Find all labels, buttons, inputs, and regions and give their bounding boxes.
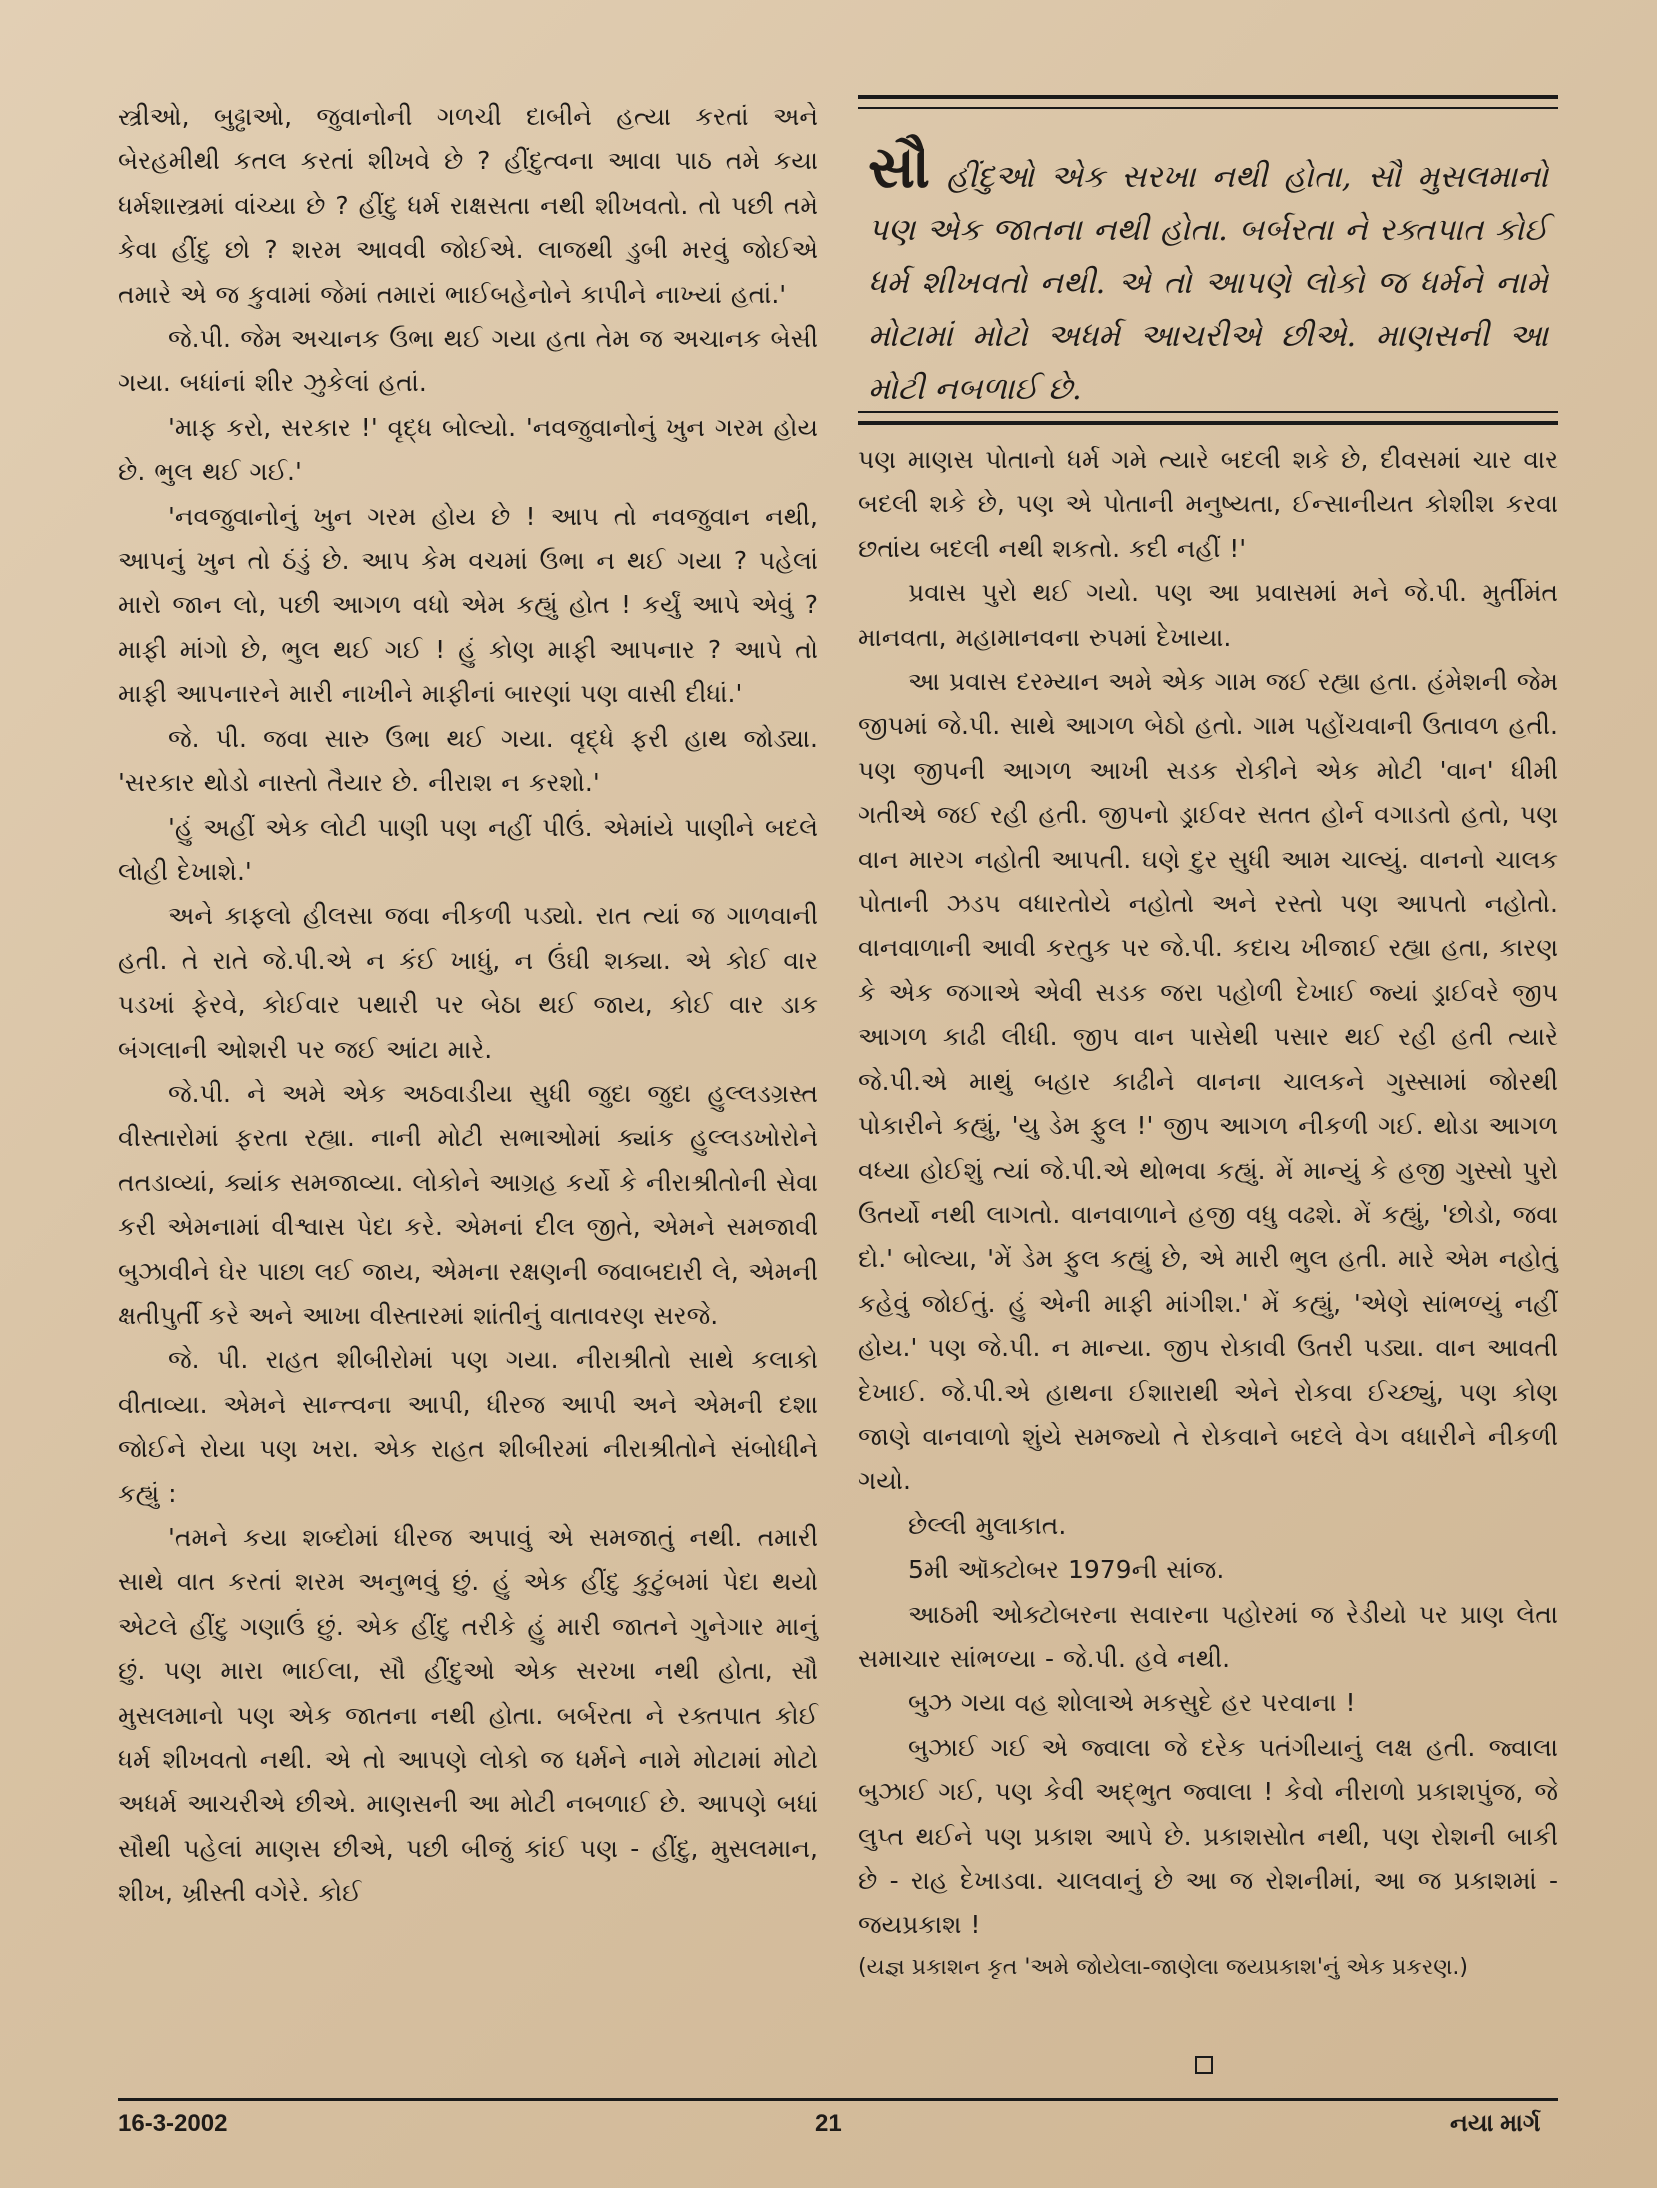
paragraph: પ્રવાસ પુરો થઈ ગયો. પણ આ પ્રવાસમાં મને જે.પી. મુર્તીમંત માનવતા, મહામાનવના રુપમાં દેખાયા. <box>858 578 1567 652</box>
paragraph: છેલ્લી મુલાકાત. <box>908 1510 1067 1540</box>
page-number: 21 <box>815 2110 842 2137</box>
end-mark-icon <box>1195 2056 1213 2074</box>
pull-quote-text: હીંદુઓ એક સરખા નથી હોતા, સૌ મુસલમાનો પણ એક જાતના નથી હોતા. બર્બરતા ને રક્તપાત કોઈ ધર્મ શીખવતો નથી. એ તો આપણે લોકો જ ધર્મને નામે મોટામાં મોટો અધર્મ આચરીએ છીએ. માણસની આ મોટી નબળાઈ છે. <box>868 159 1548 407</box>
paragraph: 'તમને કયા શબ્દોમાં ધીરજ અપાવું એ સમજાતું નથી. તમારી સાથે વાત કરતાં શરમ અનુભવું છું. હું એક હીંદુ કુટુંબમાં પેદા થયો એટલે હીંદુ ગણાઉં છું. એક હીંદુ તરીકે હું મારી જાતને ગુનેગાર માનું છું. પણ મારા ભાઈલા, સૌ હીંદુઓ એક સરખા નથી હોતા, સૌ મુસલમાનો પણ એક જાતના નથી હોતા. બર્બરતા ને રક્તપાત કોઈ ધર્મ શીખવતો નથી. એ તો આપણે લોકો જ ધર્મને નામે મોટામાં મોટો અધર્મ આચરીએ છીએ. માણસની આ મોટી નબળાઈ છે. આપણે બધાં સૌથી પહેલાં માણસ છીએ, પછી બીજું કાંઈ પણ - હીંદુ, મુસલમાન, શીખ, ખ્રીસ્તી વગેરે. કોઈ <box>118 1523 827 1908</box>
pull-quote <box>868 133 1548 416</box>
magazine-name: નયા માર્ગ <box>1450 2110 1541 2137</box>
paragraph: બુઝાઈ ગઈ એ જ્વાલા જે દરેક પતંગીયાનું લક્ષ હતી. જ્વાલા બુઝાઈ ગઈ, પણ કેવી અદ્ભુત જ્વાલા ! કેવો નીરાળો પ્રકાશપુંજ, જે લુપ્ત થઈને પણ પ્રકાશ આપે છે. પ્રકાશસોત નથી, પણ રોશની બાકી છે - રાહ દેખાડવા. ચાલવાનું છે આ જ રોશનીમાં, આ જ પ્રકાશમાં - જયપ્રકાશ ! <box>858 1732 1567 1940</box>
paragraph: જે. પી. જવા સારુ ઉભા થઈ ગયા. વૃદ્ધે ફરી હાથ જોડ્યા. 'સરકાર થોડો નાસ્તો તૈયાર છે. નીરાશ ન કરશો.' <box>118 723 827 798</box>
source-credit: (યજ્ઞ પ્રકાશન કૃત 'અમે જોયેલા-જાણેલા જયપ્રકાશ'નું એક પ્રકરણ.) <box>858 1954 1468 1980</box>
right-column <box>858 438 1567 1988</box>
paragraph: આઠમી ઓક્ટોબરના સવારના પહોરમાં જ રેડીયો પર પ્રાણ લેતા સમાચાર સાંભળ્યા - જે.પી. હવે નથી. <box>858 1599 1567 1673</box>
paragraph: બુઝ ગયા વહ શોલાએ મકસુદે હર પરવાના ! <box>908 1688 1356 1718</box>
paragraph: 'હું અહીં એક લોટી પાણી પણ નહીં પીઉં. એમાંયે પાણીને બદલે લોહી દેખાશે.' <box>118 812 827 886</box>
issue-date: 16-3-2002 <box>118 2110 228 2137</box>
left-column <box>118 95 827 1916</box>
paragraph: પણ માણસ પોતાનો ધર્મ ગમે ત્યારે બદલી શકે છે, દીવસમાં ચાર વાર બદલી શકે છે, પણ એ પોતાની મનુષ્યતા, ઈન્સાનીયત કોશીશ કરવા છતાંય બદલી નથી શકતો. કદી નહીં !' <box>858 445 1567 563</box>
pull-quote-box <box>858 95 1558 425</box>
paragraph: જે.પી. ને અમે એક અઠવાડીયા સુધી જુદા જુદા હુલ્લડગ્રસ્ત વીસ્તારોમાં ફરતા રહ્યા. નાની મોટી સભાઓમાં ક્યાંક હુલ્લડખોરોને તતડાવ્યાં, ક્યાંક સમજાવ્યા. લોકોને આગ્રહ કર્યો કે નીરાશ્રીતોની સેવા કરી એમનામાં વીશ્વાસ પેદા કરે. એમનાં દીલ જીતે, એમને સમજાવી બુઝાવીને ઘેર પાછા લઈ જાય, એમના રક્ષણની જવાબદારી લે, એમની ક્ષતીપુર્તી કરે અને આખા વીસ્તારમાં શાંતીનું વાતાવરણ સરજે. <box>118 1078 827 1330</box>
paragraph: જે. પી. રાહત શીબીરોમાં પણ ગયા. નીરાશ્રીતો સાથે કલાકો વીતાવ્યા. એમને સાન્ત્વના આપી, ધીરજ આપી અને એમની દશા જોઈને રોયા પણ ખરા. એક રાહત શીબીરમાં નીરાશ્રીતોને સંબોધીને કહ્યું : <box>118 1345 827 1508</box>
paragraph: 'માફ કરો, સરકાર !' વૃદ્ધ બોલ્યો. 'નવજુવાનોનું ખુન ગરમ હોય છે. ભુલ થઈ ગઈ.' <box>118 412 827 487</box>
footer-divider <box>118 2098 1558 2101</box>
paragraph: સ્ત્રીઓ, બુઢ્ઢાઓ, જુવાનોની ગળચી દાબીને હત્યા કરતાં અને બેરહમીથી કતલ કરતાં શીખવે છે ? હીંદુત્વના આવા પાઠ તમે કયા ધર્મશાસ્ત્રમાં વાંચ્યા છે ? હીંદુ ધર્મ રાક્ષસતા નથી શીખવતો. તો પછી તમે કેવા હીંદુ છો ? શરમ આવવી જોઈએ. લાજથી ડુબી મરવું જોઈએ તમારે એ જ કુવામાં જેમાં તમારાં ભાઈબહેનોને કાપીને નાખ્યાં હતાં.' <box>118 102 827 309</box>
paragraph: આ પ્રવાસ દરમ્યાન અમે એક ગામ જઈ રહ્યા હતા. હંમેશની જેમ જીપમાં જે.પી. સાથે આગળ બેઠો હતો. ગામ પહોંચવાની ઉતાવળ હતી. પણ જીપની આગળ આખી સડક રોકીને એક મોટી 'વાન' ધીમી ગતીએ જઈ રહી હતી. જીપનો ડ્રાઈવર સતત હોર્ન વગાડતો હતો, પણ વાન મારગ નહોતી આપતી. ઘણે દુર સુધી આમ ચાલ્યું. વાનનો ચાલક પોતાની ઝડપ વધારતોયે નહોતો અને રસ્તો પણ આપતો નહોતો. વાનવાળાની આવી કરતુક પર જે.પી. કદાચ ખીજાઈ રહ્યા હતા, કારણ કે એક જગાએ એવી સડક જરા પહોળી દેખાઈ જ્યાં ડ્રાઈવરે જીપ આગળ કાઢી લીધી. જીપ વાન પાસેથી પસાર થઈ રહી હતી ત્યારે જે.પી.એ માથું બહાર કાઢીને વાનના ચાલકને ગુસ્સામાં જોરથી પોકારીને કહ્યું, 'યુ ડેમ ફુલ !' જીપ આગળ નીકળી ગઈ. થોડા આગળ વધ્યા હોઈશું ત્યાં જે.પી.એ થોભવા કહ્યું. મેં માન્યું કે હજી ગુસ્સો પુરો ઉતર્યો નથી લાગતો. વાનવાળાને હજી વધુ વઢશે. મેં કહ્યું, 'છોડો, જવા દો.' બોલ્યા, 'મેં ડેમ ફુલ કહ્યું છે, એ મારી ભુલ હતી. મારે એમ નહોતું કહેવું જોઈતું. હું એની માફી માંગીશ.' મેં કહ્યું, 'એણે સાંભળ્યું નહીં હોય.' પણ જે.પી. ન માન્યા. જીપ રોકાવી ઉતરી પડ્યા. વાન આવતી દેખાઈ. જે.પી.એ હાથના ઈશારાથી એને રોકવા ઈચ્છ્યું, પણ કોણ જાણે વાનવાળો શુંયે સમજ્યો તે રોકવાને બદલે વેગ વધારીને નીકળી ગયો. <box>858 667 1567 1496</box>
paragraph: 5મી ઑક્ટોબર 1979ની સાંજ. <box>908 1555 1225 1585</box>
paragraph: 'નવજુવાનોનું ખુન ગરમ હોય છે ! આપ તો નવજુવાન નથી, આપનું ખુન તો ઠંડું છે. આપ કેમ વચમાં ઉભા ન થઈ ગયા ? પહેલાં મારો જાન લો, પછી આગળ વધો એમ કહ્યું હોત ! કર્યું આપે એવું ? માફી માંગો છે, ભુલ થઈ ગઈ ! હું કોણ માફી આપનાર ? આપે તો માફી આપનારને મારી નાખીને માફીનાં બારણાં પણ વાસી દીધાં.' <box>118 501 827 709</box>
paragraph: અને કાફલો હીલસા જવા નીકળી પડ્યો. રાત ત્યાં જ ગાળવાની હતી. તે રાતે જે.પી.એ ન કંઈ ખાધું, ન ઉંઘી શક્યા. એ કોઈ વાર પડખાં ફેરવે, કોઈવાર પથારી પર બેઠા થઈ જાય, કોઈ વાર ડાક બંગલાની ઓશરી પર જઈ આંટા મારે. <box>118 901 827 1064</box>
paragraph: જે.પી. જેમ અચાનક ઉભા થઈ ગયા હતા તેમ જ અચાનક બેસી ગયા. બધાંનાં શીર ઝુકેલાં હતાં. <box>118 324 827 398</box>
pull-quote-dropcap: સૌ <box>868 133 930 201</box>
